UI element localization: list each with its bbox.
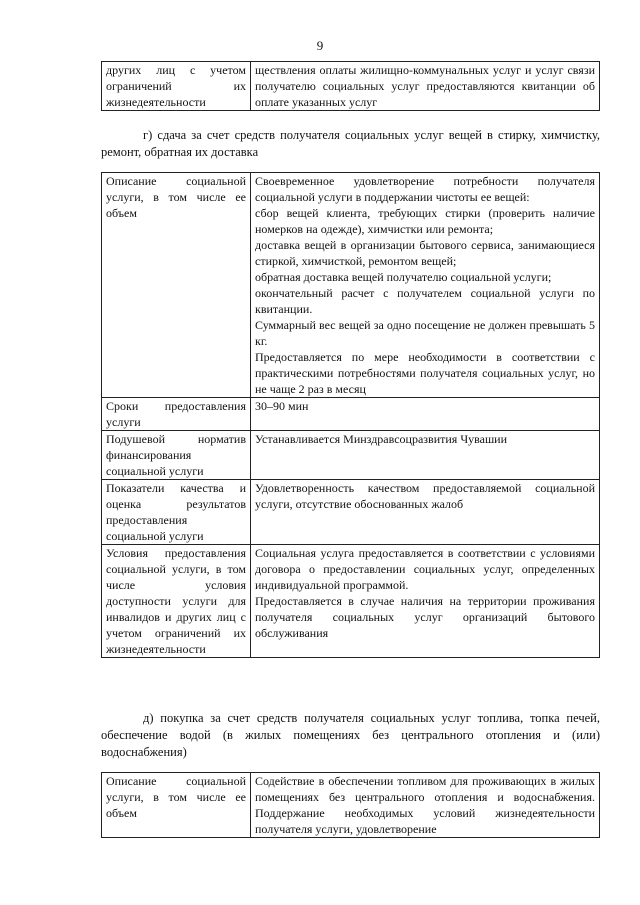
row-content <box>251 173 600 398</box>
row-content: Удовлетворенность качеством предоставляемой социальной услуги, отсутствие обоснованных жалоб <box>251 480 600 545</box>
table-row <box>102 431 600 480</box>
table-row <box>102 480 600 545</box>
row-content <box>251 545 600 658</box>
section-d-table <box>101 772 600 838</box>
content-line: сбор вещей клиента, требующих стирки (проверить наличие номерков на одежде), химчистки или ремонта; <box>255 206 595 236</box>
table-row <box>102 773 600 838</box>
row-label: Подушевой норматив финансирования социальной услуги <box>102 431 251 480</box>
row-content: Содействие в обеспечении топливом для проживающих в жилых помещениях без центрального отопления и водоснабжения. Поддержание необходимых условий жизнедеятельности получателя услуги, удовлетворение <box>251 773 600 838</box>
row-label: других лиц с учетом ограничений их жизнедеятельности <box>102 62 251 111</box>
row-label: Показатели качества и оценка результатов предоставления социальной услуги <box>102 480 251 545</box>
row-label: Условия предоставления социальной услуги, в том числе условия доступности услуги для инвалидов и других лиц с учетом ограничений их жизнедеятельности <box>102 545 251 658</box>
table-row <box>102 62 600 111</box>
row-content: 30–90 мин <box>251 398 600 431</box>
content-line: доставка вещей в организации бытового сервиса, занимающиеся стиркой, химчисткой, ремонтом вещей; <box>255 238 595 268</box>
content-line: Предоставляется по мере необходимости в соответствии с практическими потребностями получателя социальных услуг, но не чаще 2 раз в месяц <box>255 350 595 396</box>
table-row <box>102 545 600 658</box>
section-g-heading: г) сдача за счет средств получателя социальных услуг вещей в стирку, химчистку, ремонт, обратная их доставка <box>101 128 600 159</box>
page-number: 9 <box>316 38 324 53</box>
table-row <box>102 173 600 398</box>
row-content: Устанавливается Минздравсоцразвития Чувашии <box>251 431 600 480</box>
section-d-heading: д) покупка за счет средств получателя социальных услуг топлива, топка печей, обеспечение водой (в жилых помещениях без центрального отопления и (или) водоснабжения) <box>101 711 600 759</box>
row-label: Сроки предоставления услуги <box>102 398 251 431</box>
content-line: Суммарный вес вещей за одно посещение не должен превышать 5 кг. <box>255 318 595 348</box>
table-row <box>102 398 600 431</box>
content-line: обратная доставка вещей получателю социальной услуги; <box>255 270 552 284</box>
content-line: Предоставляется в случае наличия на территории проживания получателя социальных услуг организаций бытового обслуживания <box>255 594 595 640</box>
row-label: Описание социальной услуги, в том числе ее объем <box>102 773 251 838</box>
content-line: Социальная услуга предоставляется в соответствии с условиями договора о предоставлении социальных услуг, определенных индивидуальной программой. <box>255 546 595 592</box>
row-content: ществления оплаты жилищно-коммунальных услуг и услуг связи получателю социальных услуг предоставляются квитанции об оплате указанных услуг <box>251 62 600 111</box>
content-line: Своевременное удовлетворение потребности получателя социальной услуги в поддержании чистоты ее вещей: <box>255 174 595 204</box>
section-g-table <box>101 172 600 658</box>
content-line: окончательный расчет с получателем социальной услуги по квитанции. <box>255 286 595 316</box>
row-label: Описание социальной услуги, в том числе ее объем <box>102 173 251 398</box>
continuation-table <box>101 61 600 111</box>
